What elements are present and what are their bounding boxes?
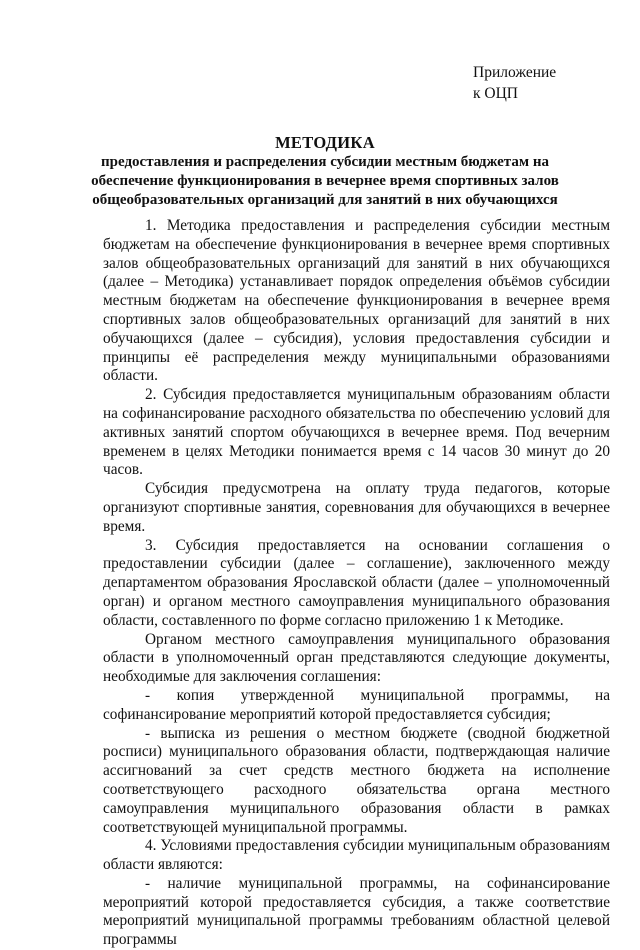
paragraph-1: 1. Методика предоставления и распределения субсидии местным бюджетам на обеспечение функционирования в вечернее время спортивных залов общеобразовательных организаций для занятий в них обучающихся (далее – Методика) устанавливает порядок определения объёмов субсидии местным бюджетам на обеспечение функционирования в вечернее время спортивных залов общеобразовательных организаций для занятий в них обучающихся (далее – субсидия), условия предоставления субсидии и принципы её распределения между муниципальными образованиями области. xyxy=(103,217,610,385)
list-item-program-copy: - копия утвержденной муниципальной программы, на софинансирование мероприятий которой предоставляется субсидия; xyxy=(103,686,610,723)
subtitle-line-1: предоставления и распределения субсидии местным бюджетам на xyxy=(101,154,549,170)
list-item-program-condition: - наличие муниципальной программы, на софинансирование мероприятий которой предоставляется субсидия, а также соответствие мероприятий муниципальной программы требованиям областной целевой программы xyxy=(103,874,610,949)
paragraph-4: 4. Условиями предоставления субсидии муниципальным образованиям области являются: xyxy=(103,837,610,874)
paragraph-2-subsidy-purpose: Субсидия предусмотрена на оплату труда педагогов, которые организуют спортивные занятия, соревнования для обучающихся в вечернее время. xyxy=(103,480,610,535)
appendix-line-1: Приложение xyxy=(473,64,557,81)
appendix-line-2: к ОЦП xyxy=(473,85,518,102)
appendix-note xyxy=(473,62,556,104)
subtitle-line-2: обеспечение функционирования в вечернее время спортивных залов xyxy=(91,173,559,189)
document-subtitle xyxy=(90,153,560,210)
document-title-block xyxy=(90,132,560,210)
paragraph-3-documents: Органом местного самоуправления муниципального образования области в уполномоченный орган представляются следующие документы, необходимые для заключения соглашения: xyxy=(103,630,610,686)
paragraph-3: 3. Субсидия предоставляется на основании соглашения о предоставлении субсидии (далее – соглашение), заключенного между департаментом образования Ярославской области (далее – уполномоченный орган) и органом местного самоуправления муниципального образования области, составленного по форме согласно приложению 1 к Методике. xyxy=(103,536,610,629)
subtitle-line-3: общеобразовательных организаций для занятий в них обучающихся xyxy=(92,192,558,208)
document-body xyxy=(103,217,610,950)
document-title: МЕТОДИКА xyxy=(275,133,375,152)
paragraph-2: 2. Субсидия предоставляется муниципальным образованиям области на софинансирование расходного обязательства по обеспечению условий для активных занятий спортом обучающихся в вечернее время. Под вечерним временем в целях Методики понимается время с 14 часов 30 минут до 20 часов. xyxy=(103,386,610,479)
list-item-budget-extract: - выписка из решения о местном бюджете (сводной бюджетной росписи) муниципального образования области, подтверждающая наличие ассигнований за счет средств местного бюджета на исполнение соответствующего расходного обязательства органа местного самоуправления муниципального образования области в рамках соответствующей муниципальной программы. xyxy=(103,724,610,836)
